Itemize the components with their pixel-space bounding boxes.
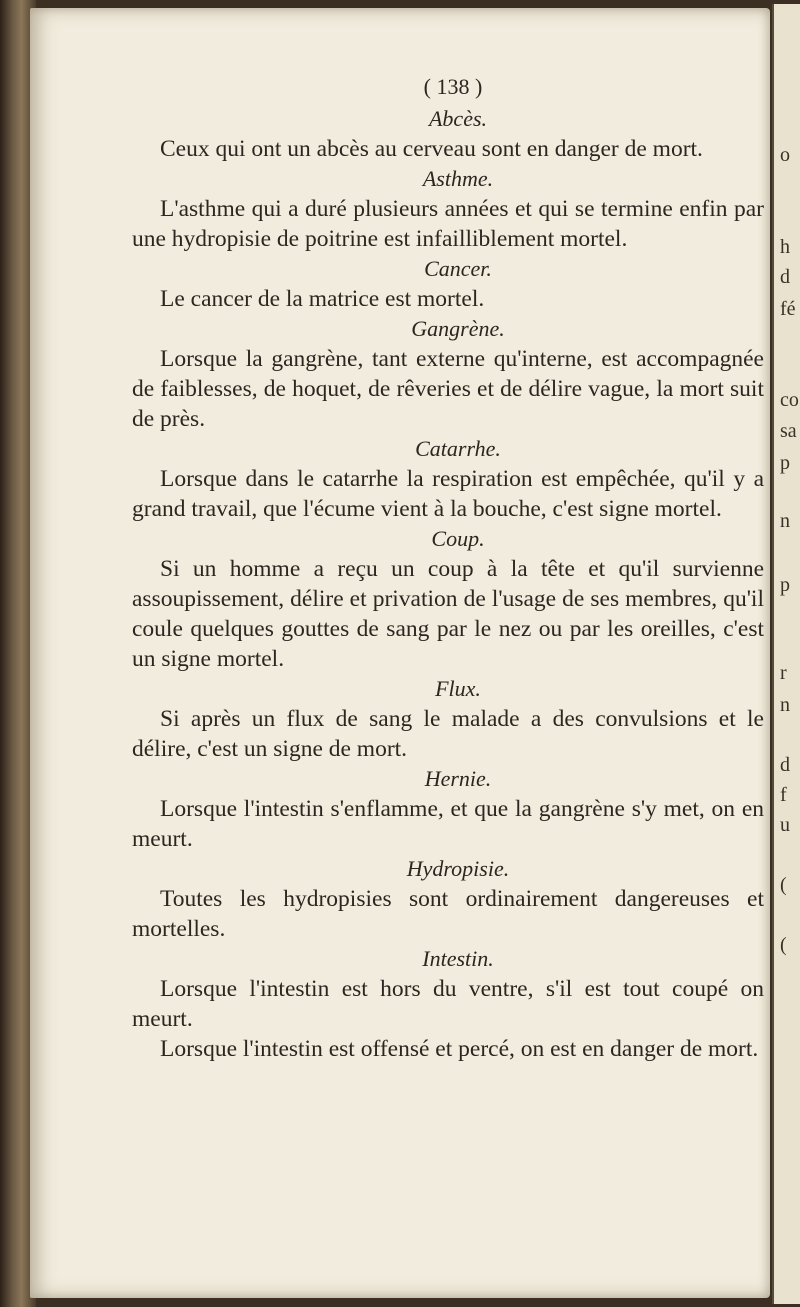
entry-coup [132,524,764,674]
entry-heading: Catarrhe. [415,436,501,461]
entry-hydropisie [132,854,764,944]
entry-paragraph: Si un homme a reçu un coup à la tête et qu'il survienne assoupissement, délire et privation de l'usage de ses membres, qu'il coule quelques gouttes de sang par le nez ou par les oreilles, c'est un signe mortel. [132,556,764,672]
next-page-fragment: r [780,662,787,684]
next-page-fragment: n [780,694,790,716]
entry-paragraph: Lorsque l'intestin est hors du ventre, s'il est tout coupé on meurt. [132,976,764,1032]
entry-heading: Gangrène. [411,316,505,341]
entry-heading: Flux. [435,676,481,701]
entry-intestin [132,944,764,1064]
entry-catarrhe [132,434,764,524]
entry-paragraph: Toutes les hydropisies sont ordinairement dangereuses et mortelles. [132,886,764,942]
next-page-fragment: o [780,144,790,166]
entry-paragraph: L'asthme qui a duré plusieurs années et qui se termine enfin par une hydropisie de poitrine est infailliblement mortel. [132,196,764,252]
entry-hernie [132,764,764,854]
entry-paragraph: Ceux qui ont un abcès au cerveau sont en danger de mort. [160,136,703,162]
next-page-fragment: co [780,389,799,411]
entry-flux [132,674,764,764]
entry-paragraph: Lorsque dans le catarrhe la respiration est empêchée, qu'il y a grand travail, que l'écume vient à la bouche, c'est signe mortel. [132,466,764,522]
next-page-fragment: ( [780,874,787,896]
entry-heading: Intestin. [422,946,494,971]
next-page-fragment: fé [780,298,796,320]
next-page-fragment: u [780,814,790,836]
entry-paragraph: Lorsque la gangrène, tant externe qu'interne, est accompagnée de faiblesses, de hoquet, de rêveries et de délire vague, la mort suit de près. [132,346,764,432]
next-page-fragment: h [780,236,790,258]
next-page-fragment: p [780,574,790,596]
next-page-fragment: n [780,510,790,532]
entry-paragraph: Si après un flux de sang le malade a des convulsions et le délire, c'est un signe de mort. [132,706,764,762]
entry-heading: Hernie. [424,766,492,791]
next-page-fragment: d [780,754,790,776]
entry-asthme [132,164,764,254]
entry-heading: Abcès. [428,106,488,131]
entry-heading: Hydropisie. [406,856,510,881]
entry-heading: Asthme. [422,166,494,191]
next-page-fragment: f [780,784,787,806]
entry-paragraph: Le cancer de la matrice est mortel. [160,286,485,312]
entry-paragraph: Lorsque l'intestin s'enflamme, et que la gangrène s'y met, on en meurt. [132,796,764,852]
next-page-fragment: p [780,452,790,474]
entry-heading: Cancer. [424,256,492,281]
entry-cancer [132,254,764,314]
next-page-fragment: ( [780,934,787,956]
next-page-edge [772,4,800,1304]
next-page-fragment: d [780,266,790,288]
entry-gangrene [132,314,764,434]
page-number: ( 138 ) [423,74,483,99]
page-text [132,72,764,1064]
entry-paragraph: Lorsque l'intestin est offensé et percé, on est en danger de mort. [160,1036,759,1062]
entry-heading: Coup. [431,526,485,551]
entry-abces [132,104,764,164]
next-page-fragment: sa [780,420,797,442]
